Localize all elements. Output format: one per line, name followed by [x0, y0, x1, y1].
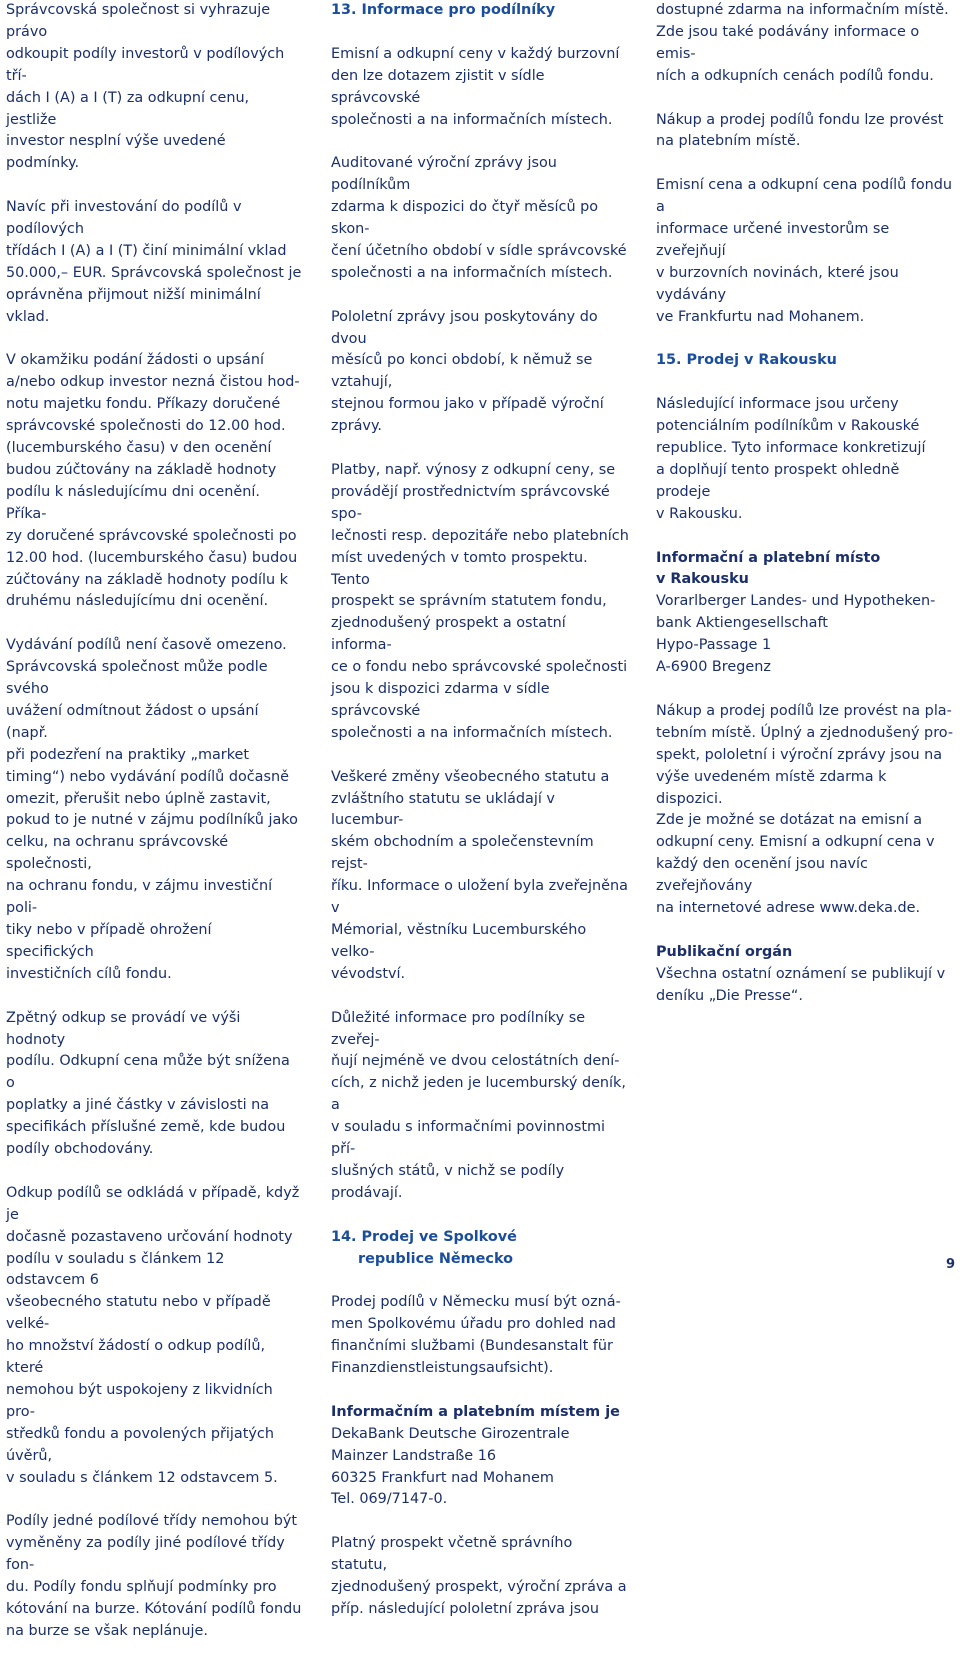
- paragraph-annual-reports: Auditované výroční zprávy jsou podílníkům zdarma k dispozici do čtyř měsíců po skon- čení účetního období v sídle správcovské společnosti a na informačních místech.: [331, 155, 627, 281]
- paragraph-redemption-price: Zpětný odkup se provádí ve výši hodnoty podílu. Odkupní cena může být snížena o poplatky a jiné částky v závislosti na specifikách příslušné země, kde budou podíly obchodovány.: [6, 1009, 290, 1158]
- paragraph-prospectus-availability: Platný prospekt včetně správního statutu, zjednodušený prospekt, výroční zpráva a příp. následující pololetní zpráva jsou: [331, 1535, 627, 1617]
- paragraph-minimum-investment: Navíc při investování do podílů v podílových třídách I (A) a I (T) činí minimální vklad 50.000,– EUR. Správcovská společnost je oprávněna přijmout nižší minimální vklad.: [6, 199, 302, 325]
- column-middle: [331, 0, 629, 1643]
- section-heading-14: 14. Prodej ve Spolkové republice Německo: [331, 1228, 517, 1267]
- paragraph-redemption-deferral: Odkup podílů se odkládá v případě, když je dočasně pozastaveno určování hodnoty podílu v souladu s článkem 12 odstavcem 6 všeobecného statutu nebo v případě velké- ho množství žádostí o odkup podílů, které nemohou být uspokojeny z likvidních pro- středků fondu a povolených přijatých úvěrů, v souladu s článkem 12 odstavcem 5.: [6, 1184, 300, 1486]
- info-point-address-austria: Vorarlberger Landes- und Hypotheken- bank Aktiengesellschaft Hypo-Passage 1 A-6900 Bregenz: [656, 593, 936, 676]
- paragraph-prices: Emisní a odkupní ceny v každý burzovní den lze dotazem zjistit v sídle správcovské společnosti a na informačních místech.: [331, 45, 620, 128]
- info-point-heading-austria: Informační a platební místo v Rakousku: [656, 549, 881, 588]
- paragraph-order-cutoff: V okamžiku podání žádosti o upsání a/nebo odkup investor nezná čistou hod- notu majetku fondu. Příkazy doručené správcovské společnosti do 12.00 hod. (lucemburského času) v den ocenění budou zúčtovány na základě hodnoty podílu k následujícímu dni ocenění. Příka- zy doručené správcovské společnosti po 12.00 hod. (lucemburského času) budou zúčtovány na základě hodnoty podílu k druhému následujícímu dni ocenění.: [6, 352, 300, 610]
- publication-text: Všechna ostatní oznámení se publikují v deníku „Die Presse“.: [656, 965, 946, 1004]
- paragraph-purchase-sale: Nákup a prodej podílů fondu lze provést na platebním místě.: [656, 111, 944, 150]
- column-right: [656, 0, 954, 1029]
- paragraph-statute-changes: Veškeré změny všeobecného statutu a zvláštního statutu se ukládají v lucembur- ském obchodním a společenstevním rejst- říku. Informace o uložení byla zveřejněna v Mémorial, věstníku Lucemburského velko- vévodství.: [331, 768, 628, 982]
- paragraph-semiannual-reports: Pololetní zprávy jsou poskytovány do dvou měsíců po konci období, k němuž se vztahují, stejnou formou jako v případě výroční zprávy.: [331, 308, 604, 435]
- info-point-heading-germany: Informačním a platebním místem je: [331, 1403, 620, 1420]
- paragraph-austria-purchase: Nákup a prodej podílů lze provést na pla- tebním místě. Úplný a zjednodušený pro- spekt, pololetní i výroční zprávy jsou na výše uvedeném místě zdarma k dispozici. Zde je možné se dotázat na emisní a odkupní ceny. Emisní a odkupní cena v každý den ocenění jsou navíc zveřejňovány na internetové adrese www.deka.de.: [656, 702, 954, 917]
- paragraph-germany-sale: Prodej podílů v Německu musí být ozná- men Spolkovému úřadu pro dohled nad finančními službami (Bundesanstalt für Finanzdienstleistungsaufsicht).: [331, 1294, 621, 1377]
- publication-heading: Publikační orgán: [656, 943, 793, 960]
- column-left: [6, 0, 302, 1665]
- section-heading-13: 13. Informace pro podílníky: [331, 2, 556, 18]
- section-heading-15: 15. Prodej v Rakousku: [656, 352, 837, 369]
- paragraph-austria-intro: Následující informace jsou určeny potenciálním podílníkům v Rakouské republice. Tyto informace konkretizují a doplňují tento prospekt ohledně prodeje v Rakousku.: [656, 396, 926, 522]
- page-number: 9: [946, 1257, 956, 1272]
- paragraph-important-info: Důležité informace pro podílníky se zveřej- ňují nejméně ve dvou celostátních dení- cích, z nichž jeden je lucemburský deník, a v souladu s informačními povinnostmi pří- slušných států, v nichž se podíly prodávají.: [331, 1009, 626, 1201]
- info-point-address-germany: DekaBank Deutsche Girozentrale Mainzer Landstraße 16 60325 Frankfurt nad Mohanem Tel. 069/7147-0.: [331, 1425, 570, 1508]
- paragraph-price-publication: Emisní cena a odkupní cena podílů fondu a informace určené investorům se zveřejňují v burzovních novinách, které jsou vydávány ve Frankfurtu nad Mohanem.: [656, 177, 953, 325]
- paragraph-redemption-right: Správcovská společnost si vyhrazuje právo odkoupit podíly investorů v podílových tří- dách I (A) a I (T) za odkupní cenu, jestliže investor nesplní výše uvedené podmínky.: [6, 2, 285, 172]
- paragraph-availability-cont: dostupné zdarma na informačním místě. Zde jsou také podávány informace o emis- ních a odkupních cenách podílů fondu.: [656, 2, 949, 84]
- paragraph-issue-of-units: Vydávání podílů není časově omezeno. Správcovská společnost může podle svého uvážení odmítnout žádost o upsání (např. při podezření na praktiky „market timing“) nebo vydávání podílů dočasně omezit, přerušit nebo úplně zastavit, pokud to je nutné v zájmu podílníků jako celku, na ochranu správcovské společnosti, na ochranu fondu, v zájmu investiční poli- tiky nebo v případě ohrožení specifických investičních cílů fondu.: [6, 637, 298, 982]
- paragraph-unit-exchange: Podíly jedné podílové třídy nemohou být vyměněny za podíly jiné podílové třídy fon- du. Podíly fondu splňují podmínky pro kótování na burze. Kótování podílů fondu na burze se však neplánuje.: [6, 1513, 302, 1639]
- paragraph-payments: Platby, např. výnosy z odkupní ceny, se provádějí prostřednictvím správcovské spo- lečnosti resp. depozitáře nebo platebních míst uvedených v tomto prospektu. Tento prospekt se správním statutem fondu, zjednodušený prospekt a ostatní informa- ce o fondu nebo správcovské společnosti jsou k dispozici zdarma v sídle správcovské společnosti a na informačních místech.: [331, 461, 629, 741]
